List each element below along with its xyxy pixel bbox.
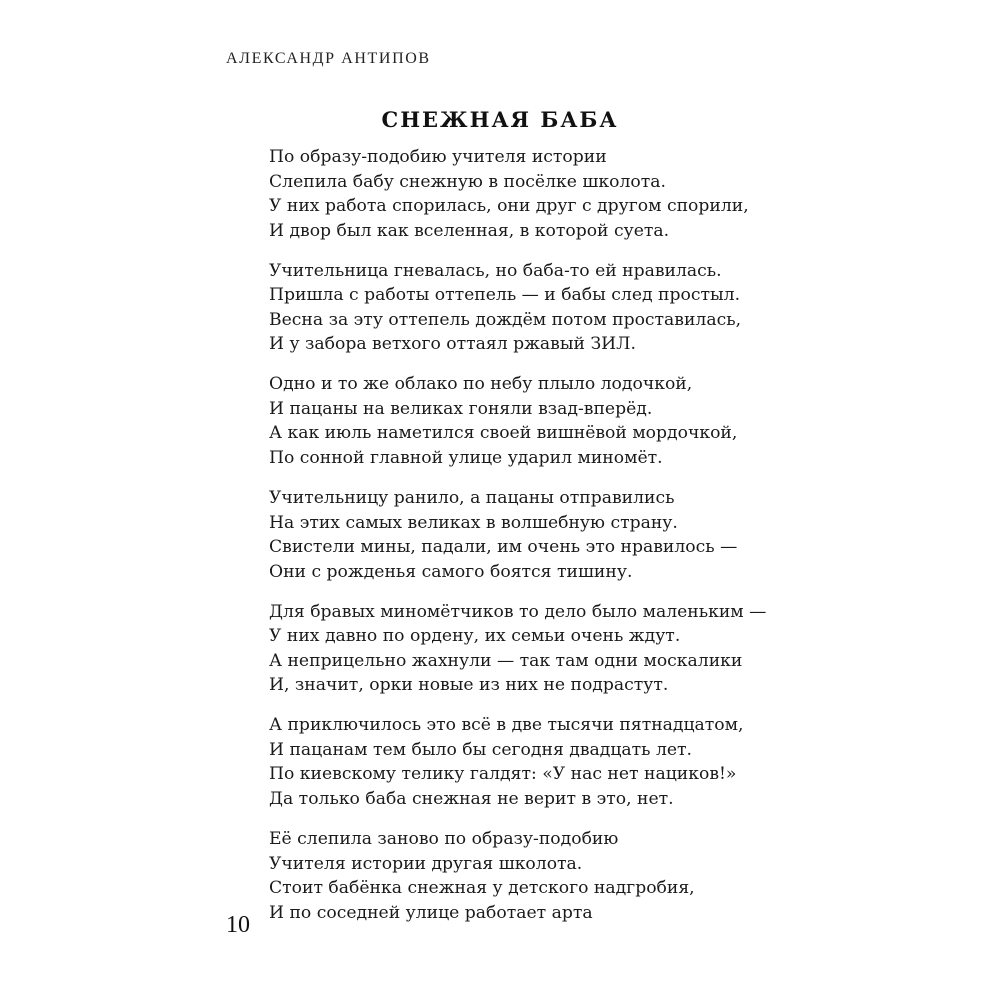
poem-line: По сонной главной улице ударил миномёт. bbox=[269, 447, 663, 468]
stanza bbox=[269, 145, 809, 243]
poem-line: И пацаны на великах гоняли взад-вперёд. bbox=[269, 398, 653, 419]
poem-line: А неприцельно жахнули — так там одни москалики bbox=[269, 650, 743, 671]
poem-line: А приключилось это всё в две тысячи пятнадцатом, bbox=[269, 715, 744, 736]
poem-line: Её слепила заново по образу-подобию bbox=[269, 829, 619, 850]
poem-line: Весна за эту оттепель дождём потом проставилась, bbox=[269, 309, 742, 330]
poem-line: По образу-подобию учителя истории bbox=[269, 147, 607, 167]
poem-line: Стоит бабёнка снежная у детского надгробия, bbox=[269, 878, 695, 899]
running-head-author: АЛЕКСАНДР АНТИПОВ bbox=[226, 50, 431, 67]
stanza bbox=[269, 827, 809, 925]
poem-line: По киевскому телику галдят: «У нас нет нациков!» bbox=[269, 764, 737, 785]
stanza bbox=[269, 259, 809, 357]
poem-line: У них давно по ордену, их семьи очень ждут. bbox=[269, 626, 681, 647]
poem-line: Да только баба снежная не верит в это, нет. bbox=[269, 788, 674, 809]
poem-line: А как июль наметился своей вишнёвой мордочкой, bbox=[269, 423, 738, 444]
poem-line: Слепила бабу снежную в посёлке школота. bbox=[269, 171, 666, 192]
stanza bbox=[269, 486, 809, 584]
poem-line: И по соседней улице работает арта bbox=[269, 902, 593, 923]
poem-line: И у забора ветхого оттаял ржавый ЗИЛ. bbox=[269, 334, 636, 355]
poem-line: Учительницу ранило, а пацаны отправились bbox=[269, 488, 675, 509]
poem-line: Одно и то же облако по небу плыло лодочкой, bbox=[269, 374, 693, 395]
poem-title: СНЕЖНАЯ БАБА bbox=[381, 107, 619, 132]
poem-line: На этих самых великах в волшебную страну. bbox=[269, 512, 678, 533]
poem-line: И, значит, орки новые из них не подрастут. bbox=[269, 675, 669, 696]
stanza bbox=[269, 713, 809, 811]
poem-line: Для бравых миномётчиков то дело было маленьким — bbox=[269, 601, 767, 622]
poem-line: Учителя истории другая школота. bbox=[269, 853, 583, 874]
poem-line: Учительница гневалась, но баба-то ей нравилась. bbox=[269, 260, 722, 281]
poem-line: Пришла с работы оттепель — и бабы след простыл. bbox=[269, 285, 741, 306]
poem-line: У них работа спорилась, они друг с другом спорили, bbox=[269, 196, 749, 216]
poem-line: Свистели мины, падали, им очень это нравилось — bbox=[269, 537, 738, 558]
poem-line: И пацанам тем было бы сегодня двадцать лет. bbox=[269, 739, 693, 760]
page-number: 10 bbox=[226, 912, 250, 938]
stanza bbox=[269, 372, 809, 470]
poem-line: И двор был как вселенная, в которой суета. bbox=[269, 220, 670, 241]
poem-line: Они с рожденья самого боятся тишину. bbox=[269, 561, 633, 582]
stanza bbox=[269, 600, 809, 698]
poem-body bbox=[269, 145, 809, 941]
